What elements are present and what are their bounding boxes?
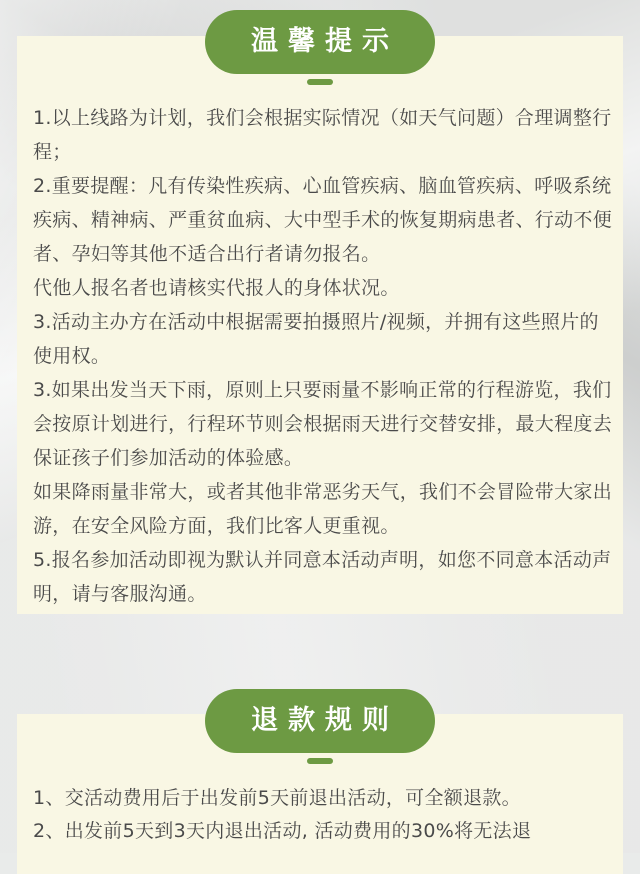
refund-body (33, 782, 615, 848)
refund-rule: 1、交活动费用后于出发前5天前退出活动，可全额退款。 (33, 787, 521, 809)
notice-body (33, 101, 615, 611)
refund-rule: 2、出发前5天到3天内退出活动, 活动费用的30%将无法退 (33, 820, 532, 842)
notice-paragraph-consent: 5.报名参加活动即视为默认并同意本活动声明，如您不同意本活动声明，请与客服沟通。 (33, 549, 612, 605)
notice-paragraph-health: 2.重要提醒：凡有传染性疾病、心血管疾病、脑血管疾病、呼吸系统疾病、精神病、严重贫血病、大中型手术的恢复期病患者、行动不便者、孕妇等其他不适合出行者请勿报名。 (33, 175, 613, 265)
notice-paragraph-rain: 3.如果出发当天下雨，原则上只要雨量不影响正常的行程游览，我们会按原计划进行，行程环节则会根据雨天进行交替安排，最大程度去保证孩子们参加活动的体验感。 (33, 379, 613, 469)
notice-paragraph-proxy: 代他人报名者也请核实代报人的身体状况。 (33, 277, 400, 299)
notice-paragraph-severe-weather: 如果降雨量非常大，或者其他非常恶劣天气，我们不会冒险带大家出游，在安全风险方面，我们比客人更重视。 (33, 481, 613, 537)
title-underline-decoration (307, 758, 333, 764)
notice-paragraph-route: 1.以上线路为计划，我们会根据实际情况（如天气问题）合理调整行程； (33, 107, 612, 163)
refund-title: 退款规则 (205, 689, 435, 753)
notice-paragraph-photos: 3.活动主办方在活动中根据需要拍摄照片/视频，并拥有这些照片的使用权。 (33, 311, 599, 367)
title-underline-decoration (307, 79, 333, 85)
notice-title: 温馨提示 (205, 10, 435, 74)
